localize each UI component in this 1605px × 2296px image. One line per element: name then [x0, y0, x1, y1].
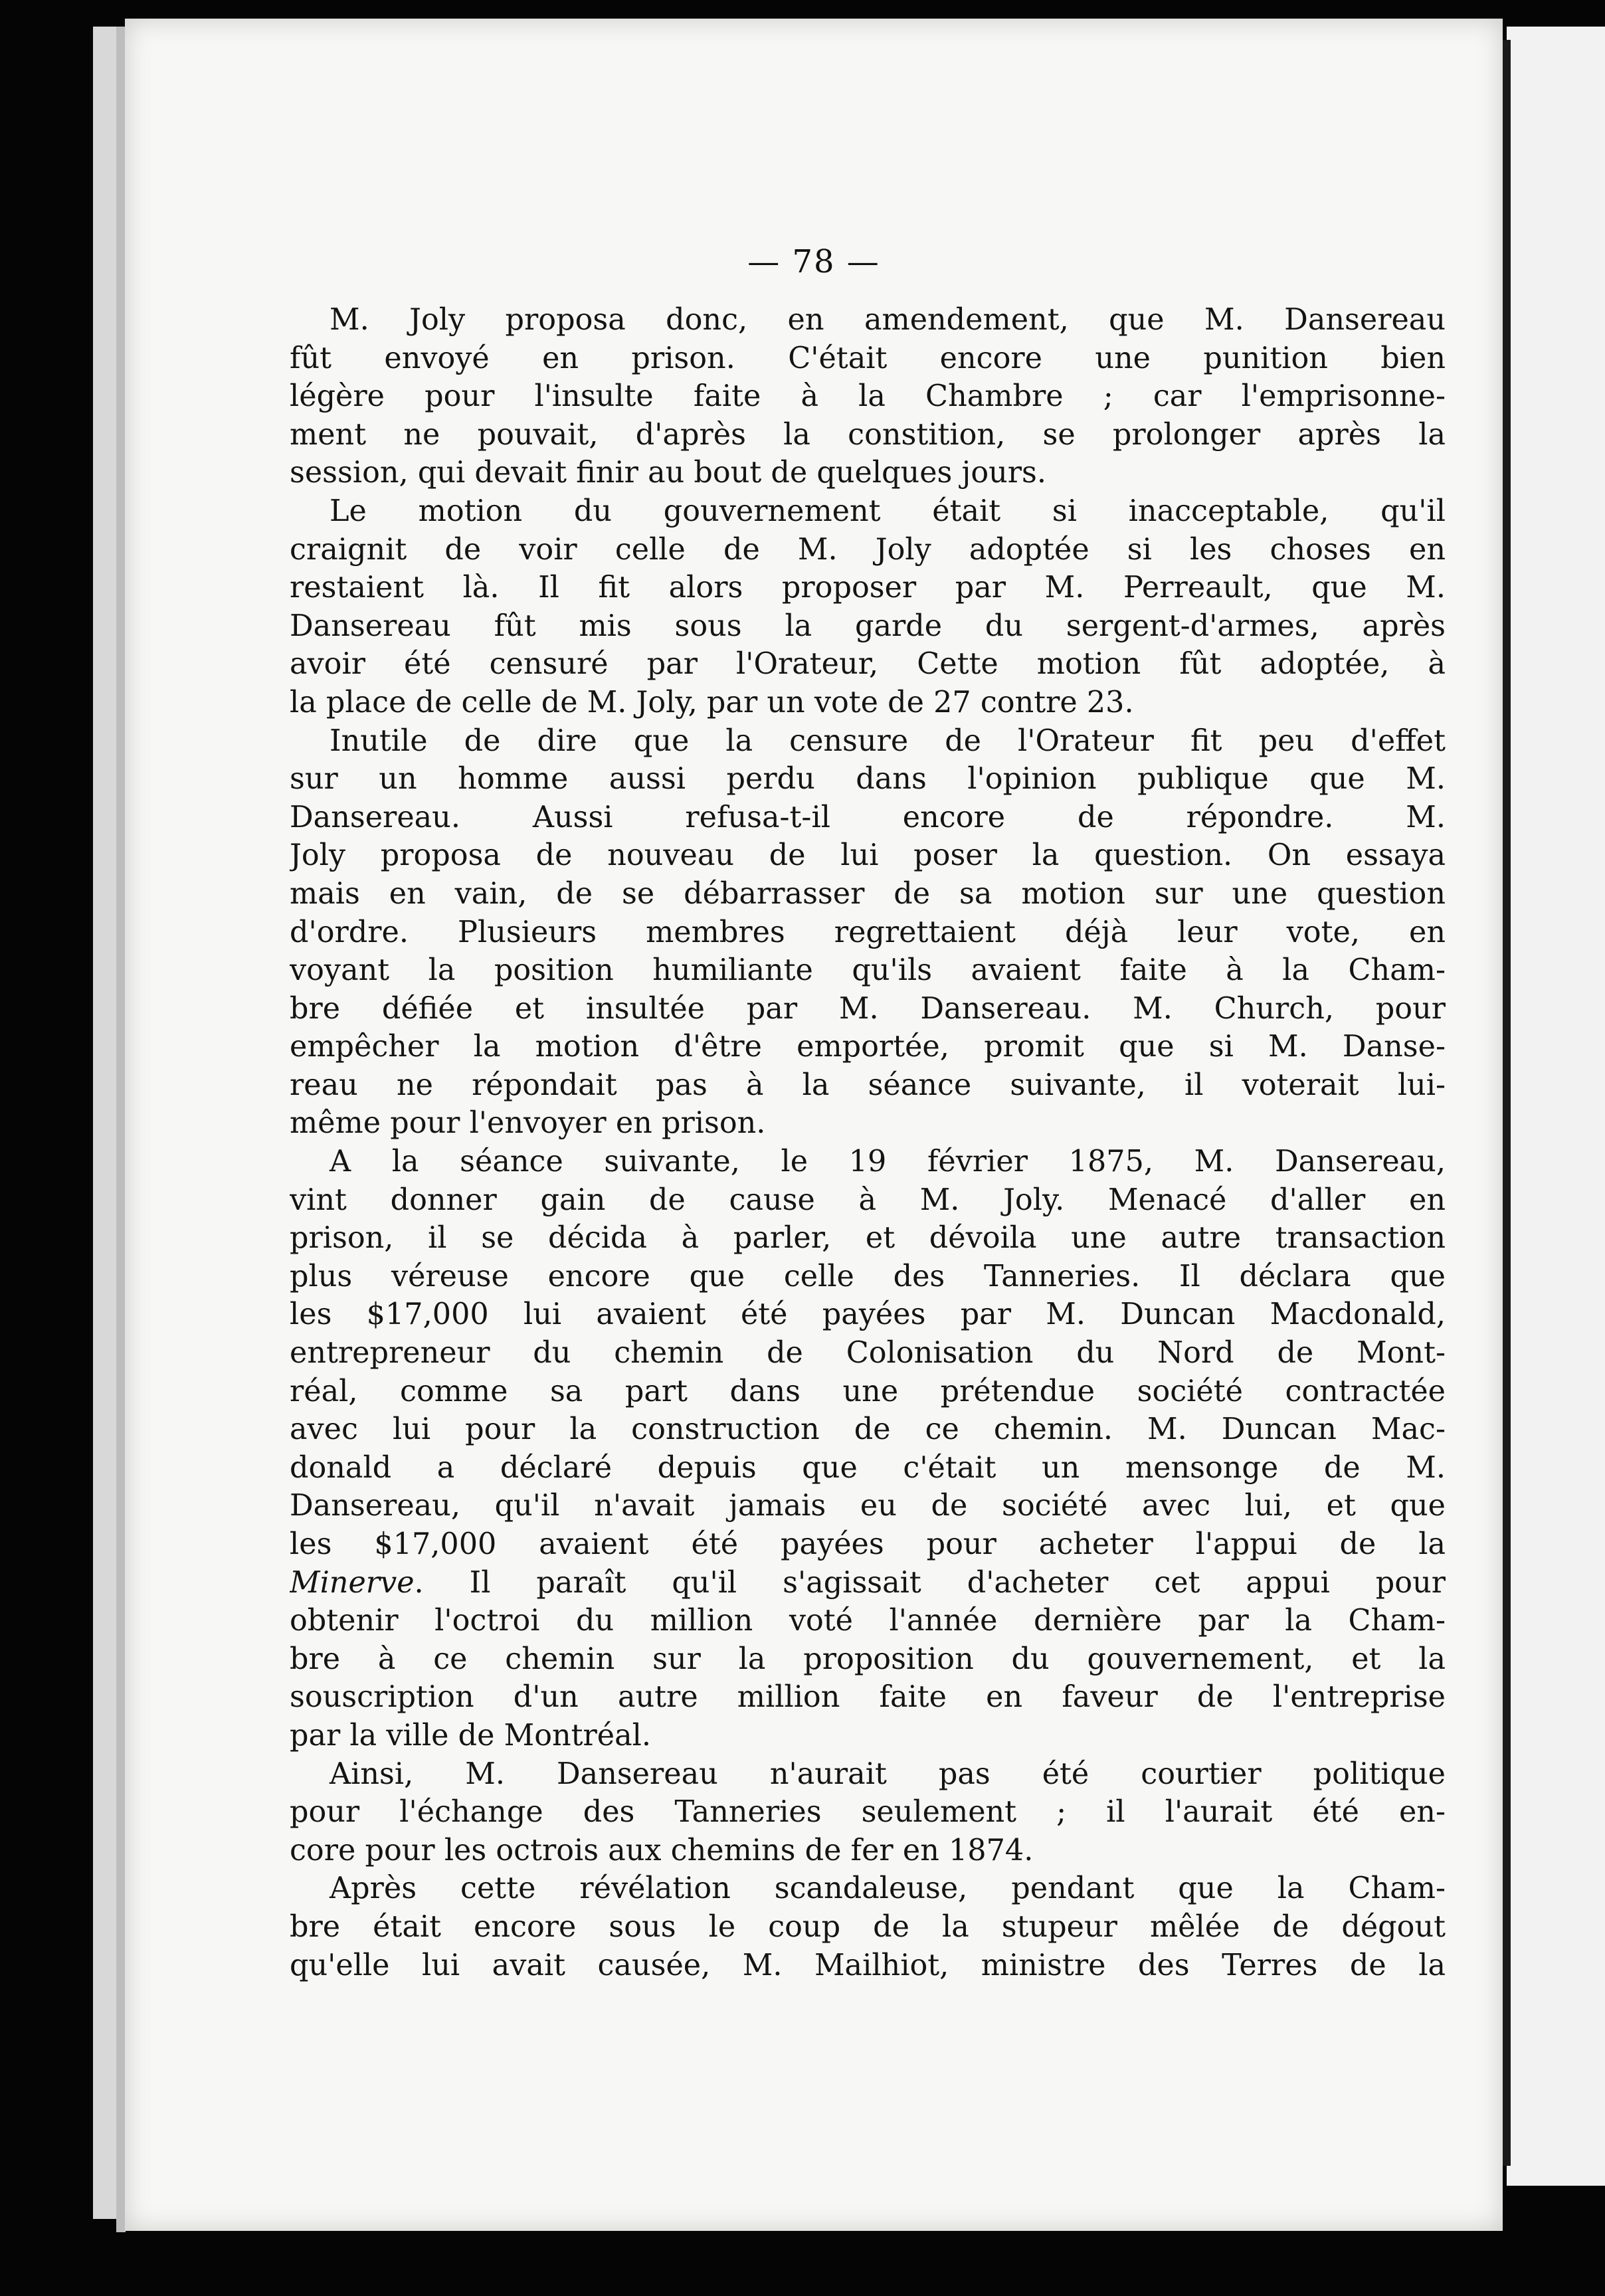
- text-line: par la ville de Montréal.: [290, 1718, 652, 1753]
- text-line: reau ne répondait pas à la séance suivante, il voterait lui-: [290, 1068, 1446, 1102]
- text-line: ment ne pouvait, d'après la constition, se prolonger après la: [290, 417, 1446, 452]
- text-line: Inutile de dire que la censure de l'Orateur fit peu d'effet: [330, 723, 1446, 758]
- text-line: bre à ce chemin sur la proposition du gouvernement, et la: [290, 1642, 1446, 1676]
- text-line: Dansereau. Aussi refusa-t-il encore de répondre. M.: [290, 800, 1446, 834]
- text-line: fût envoyé en prison. C'était encore une punition bien: [290, 341, 1446, 375]
- paragraph: [290, 492, 1446, 722]
- text-line: vint donner gain de cause à M. Joly. Menacé d'aller en: [290, 1183, 1446, 1217]
- text-line: souscription d'un autre million faite en faveur de l'entreprise: [290, 1680, 1446, 1715]
- page-number: — 78 —: [747, 243, 880, 280]
- text-line: avec lui pour la construction de ce chemin. M. Duncan Mac-: [290, 1412, 1446, 1447]
- gutter-shadow: [1503, 40, 1511, 2166]
- text-line: légère pour l'insulte faite à la Chambre ; car l'emprisonne-: [290, 379, 1446, 414]
- text-line: craignit de voir celle de M. Joly adoptée si les choses en: [290, 532, 1446, 567]
- facing-page-edge: [1507, 27, 1605, 2186]
- text-line: restaient là. Il fit alors proposer par M. Perreault, que M.: [290, 571, 1446, 605]
- paragraph: [290, 301, 1446, 492]
- text-line: bre défiée et insultée par M. Dansereau. M. Church, pour: [290, 991, 1446, 1026]
- text-line: les $17,000 avaient été payées pour acheter l'appui de la: [290, 1527, 1446, 1561]
- text-line: Dansereau fût mis sous la garde du sergent-d'armes, après: [290, 609, 1446, 643]
- text-line: bre était encore sous le coup de la stupeur mêlée de dégout: [290, 1909, 1446, 1944]
- text-line: qu'elle lui avait causée, M. Mailhiot, ministre des Terres de la: [290, 1948, 1446, 1982]
- text-line: la place de celle de M. Joly, par un vote de 27 contre 23.: [290, 685, 1134, 719]
- page-stack-edge-shadow: [116, 27, 126, 2232]
- page-body: [290, 301, 1446, 1984]
- text-line: sur un homme aussi perdu dans l'opinion publique que M.: [290, 762, 1446, 797]
- text-line: obtenir l'octroi du million voté l'année dernière par la Cham-: [290, 1604, 1446, 1638]
- text-line: Après cette révélation scandaleuse, pendant que la Cham-: [330, 1871, 1446, 1906]
- text-line: réal, comme sa part dans une prétendue société contractée: [290, 1374, 1446, 1408]
- text-line: core pour les octrois aux chemins de fer en 1874.: [290, 1833, 1034, 1867]
- paragraph: [290, 1869, 1446, 1984]
- text-line: pour l'échange des Tanneries seulement ; il l'aurait été en-: [290, 1795, 1446, 1830]
- text-line: Minerve. Il paraît qu'il s'agissait d'acheter cet appui pour: [290, 1565, 1446, 1600]
- text-line: entrepreneur du chemin de Colonisation du Nord de Mont-: [290, 1336, 1446, 1371]
- text-line: voyant la position humiliante qu'ils avaient faite à la Cham-: [290, 953, 1446, 988]
- text-line: plus véreuse encore que celle des Tanneries. Il déclara que: [290, 1259, 1446, 1293]
- text-line: mais en vain, de se débarrasser de sa motion sur une question: [290, 876, 1446, 911]
- text-line: avoir été censuré par l'Orateur, Cette motion fût adoptée, à: [290, 647, 1446, 682]
- paragraph: [290, 1755, 1446, 1870]
- book-page: [125, 19, 1503, 2231]
- text-line: session, qui devait finir au bout de quelques jours.: [290, 456, 1047, 490]
- text-line: les $17,000 lui avaient été payées par M. Duncan Macdonald,: [290, 1297, 1446, 1332]
- text-line: prison, il se décida à parler, et dévoila une autre transaction: [290, 1221, 1446, 1256]
- newspaper-title: Minerve: [290, 1565, 415, 1600]
- text-line: empêcher la motion d'être emportée, promit que si M. Danse-: [290, 1030, 1446, 1064]
- text-line: M. Joly proposa donc, en amendement, que M. Dansereau: [330, 303, 1446, 337]
- text-line: Dansereau, qu'il n'avait jamais eu de société avec lui, et que: [290, 1489, 1446, 1523]
- text-line: A la séance suivante, le 19 février 1875, M. Dansereau,: [330, 1145, 1446, 1179]
- text-line: même pour l'envoyer en prison.: [290, 1106, 766, 1141]
- text-line: Le motion du gouvernement était si inacceptable, qu'il: [330, 494, 1446, 528]
- text-line: donald a déclaré depuis que c'était un mensonge de M.: [290, 1450, 1446, 1485]
- paragraph: [290, 722, 1446, 1143]
- page-stack-edge: [93, 27, 120, 2219]
- text-line: Joly proposa de nouveau de lui poser la question. On essaya: [290, 838, 1446, 873]
- text-line: Ainsi, M. Dansereau n'aurait pas été courtier politique: [330, 1757, 1446, 1791]
- paragraph: [290, 1143, 1446, 1755]
- text-line: d'ordre. Plusieurs membres regrettaient déjà leur vote, en: [290, 915, 1446, 949]
